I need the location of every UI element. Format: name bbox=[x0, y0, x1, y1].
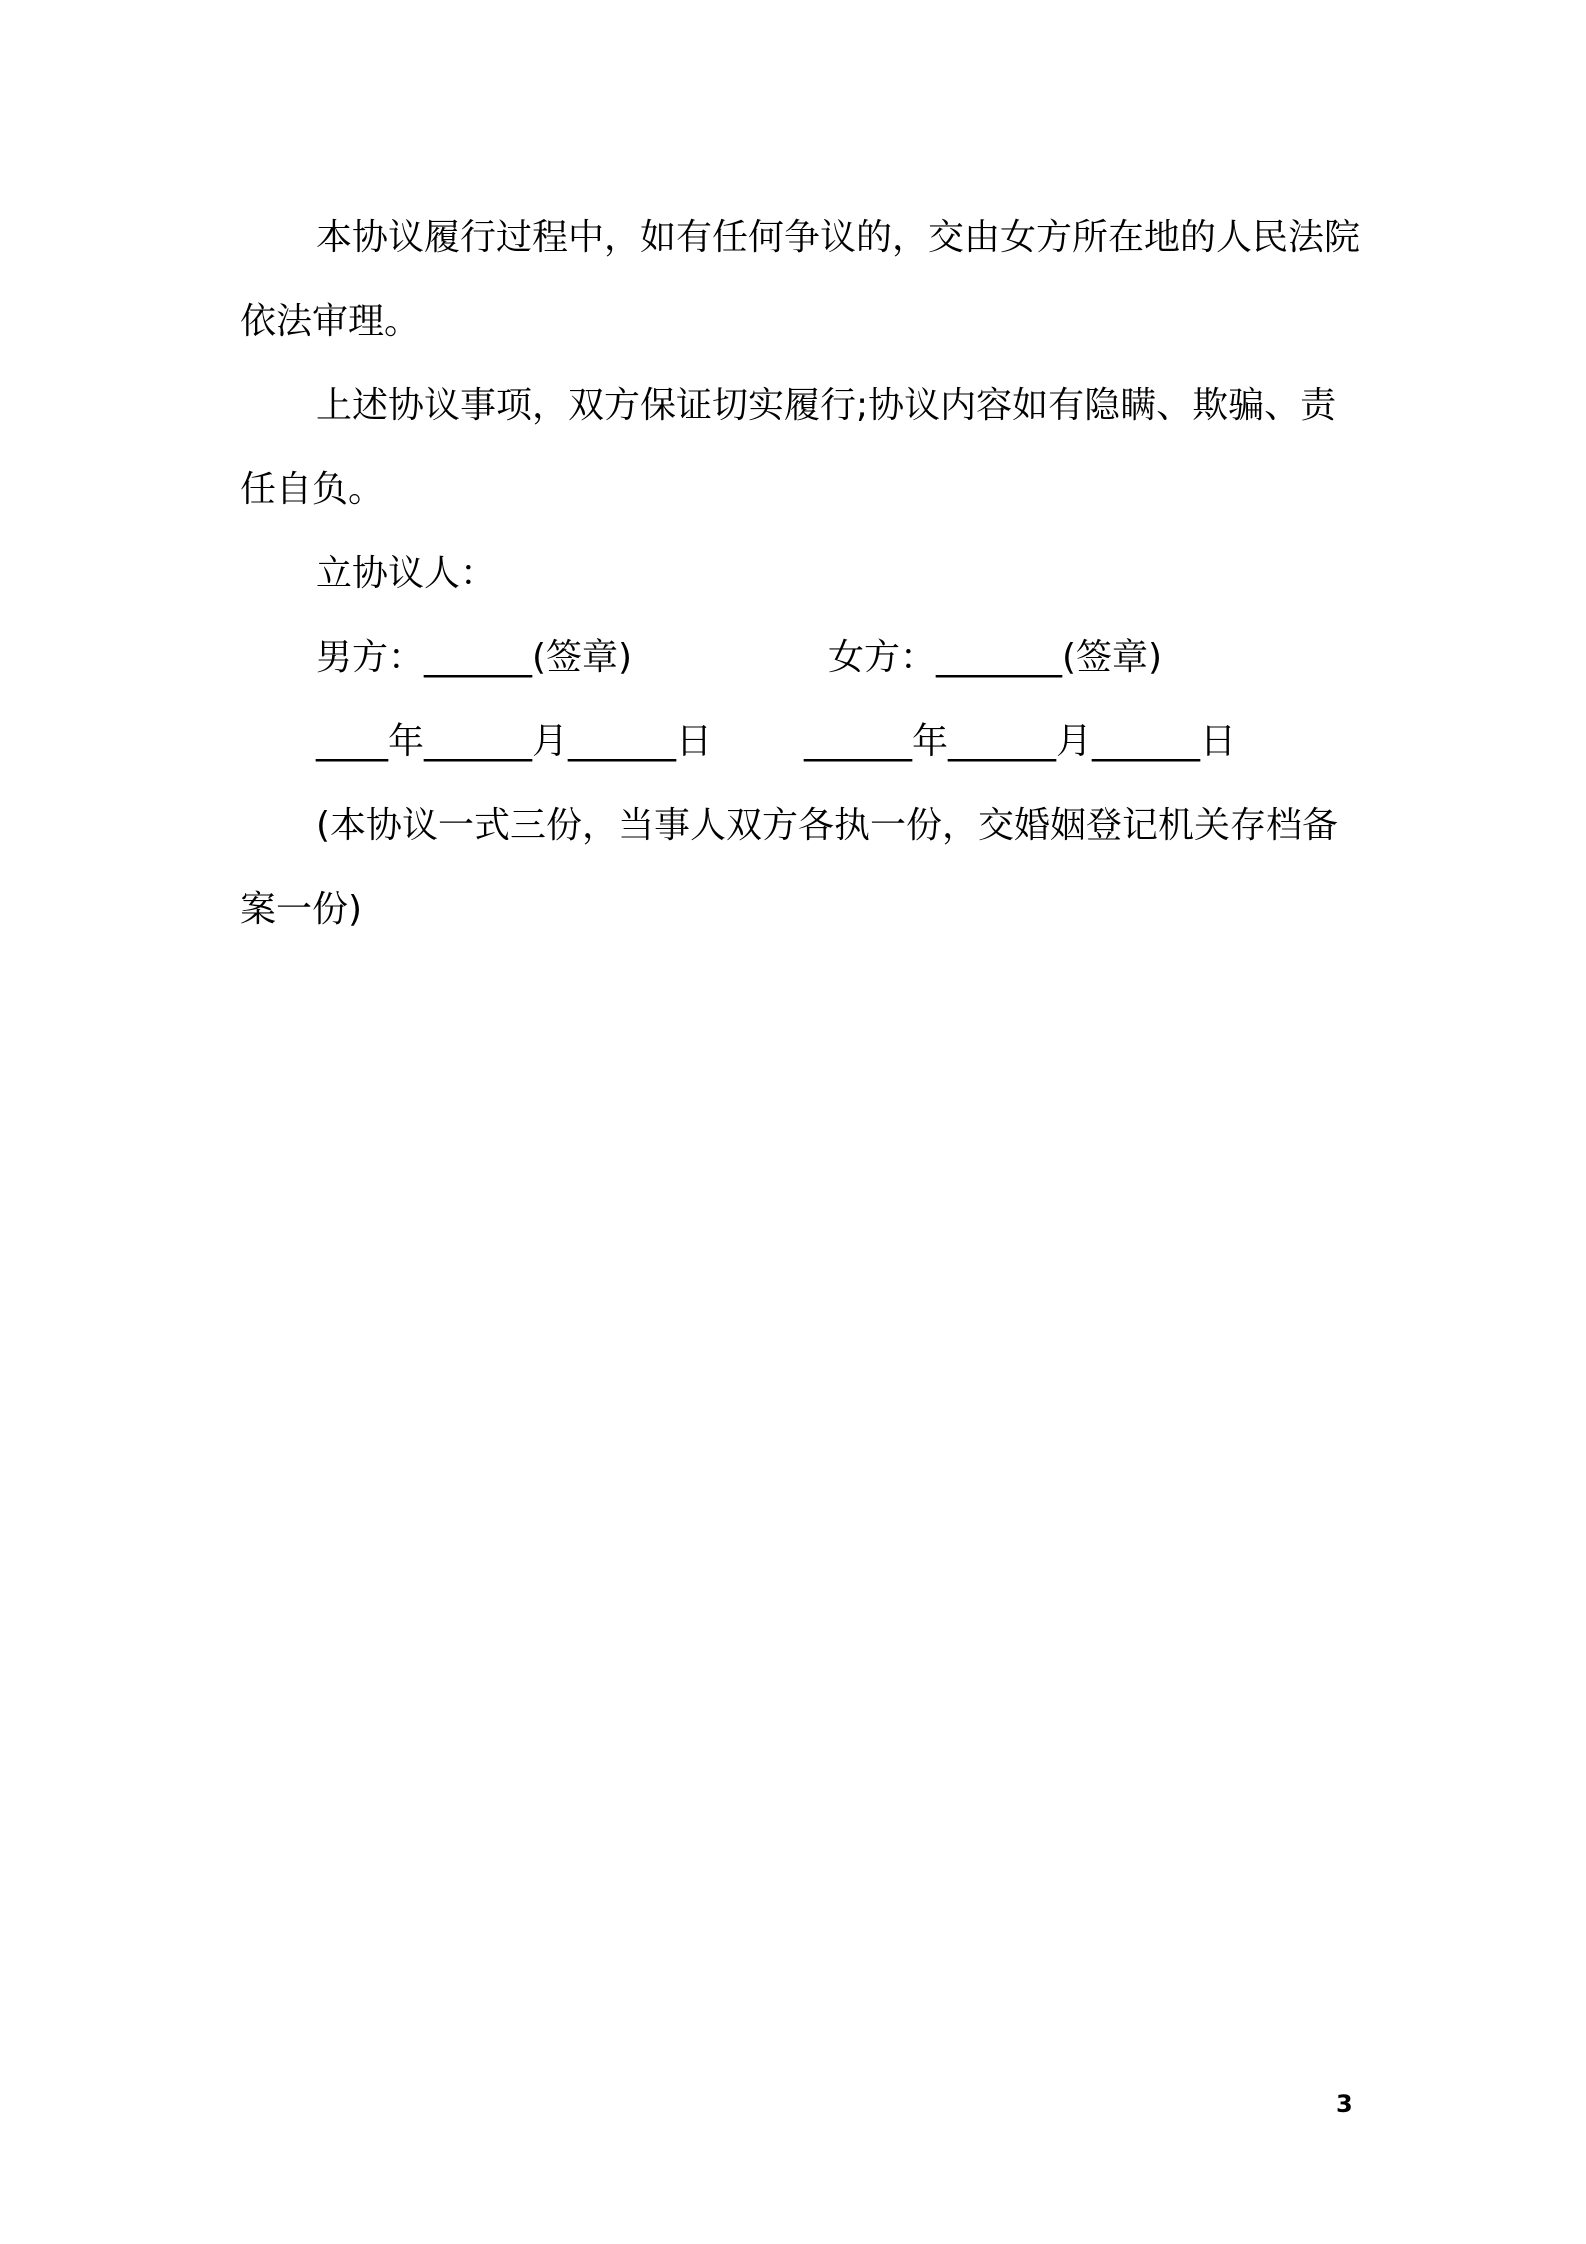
document-body bbox=[240, 196, 1360, 952]
female-date-field: ______年______月______日 bbox=[804, 721, 1236, 762]
paragraph-signatories: 立协议人： bbox=[316, 553, 497, 594]
signature-row bbox=[240, 616, 1360, 700]
copies-note: (本协议一式三份，当事人双方各执一份，交婚姻登记机关存档备案一份) bbox=[240, 805, 1339, 930]
female-signature-field: 女方：_______(签章) bbox=[828, 637, 1163, 678]
date-row bbox=[240, 700, 1360, 784]
male-date-field: ____年______月______日 bbox=[316, 721, 712, 762]
page-number: 3 bbox=[1336, 2090, 1353, 2118]
paragraph-guarantee: 上述协议事项，双方保证切实履行;协议内容如有隐瞒、欺骗、责任自负。 bbox=[240, 385, 1337, 510]
male-signature-field: 男方：______(签章) bbox=[316, 637, 633, 678]
paragraph-dispute: 本协议履行过程中，如有任何争议的，交由女方所在地的人民法院依法审理。 bbox=[240, 217, 1361, 342]
